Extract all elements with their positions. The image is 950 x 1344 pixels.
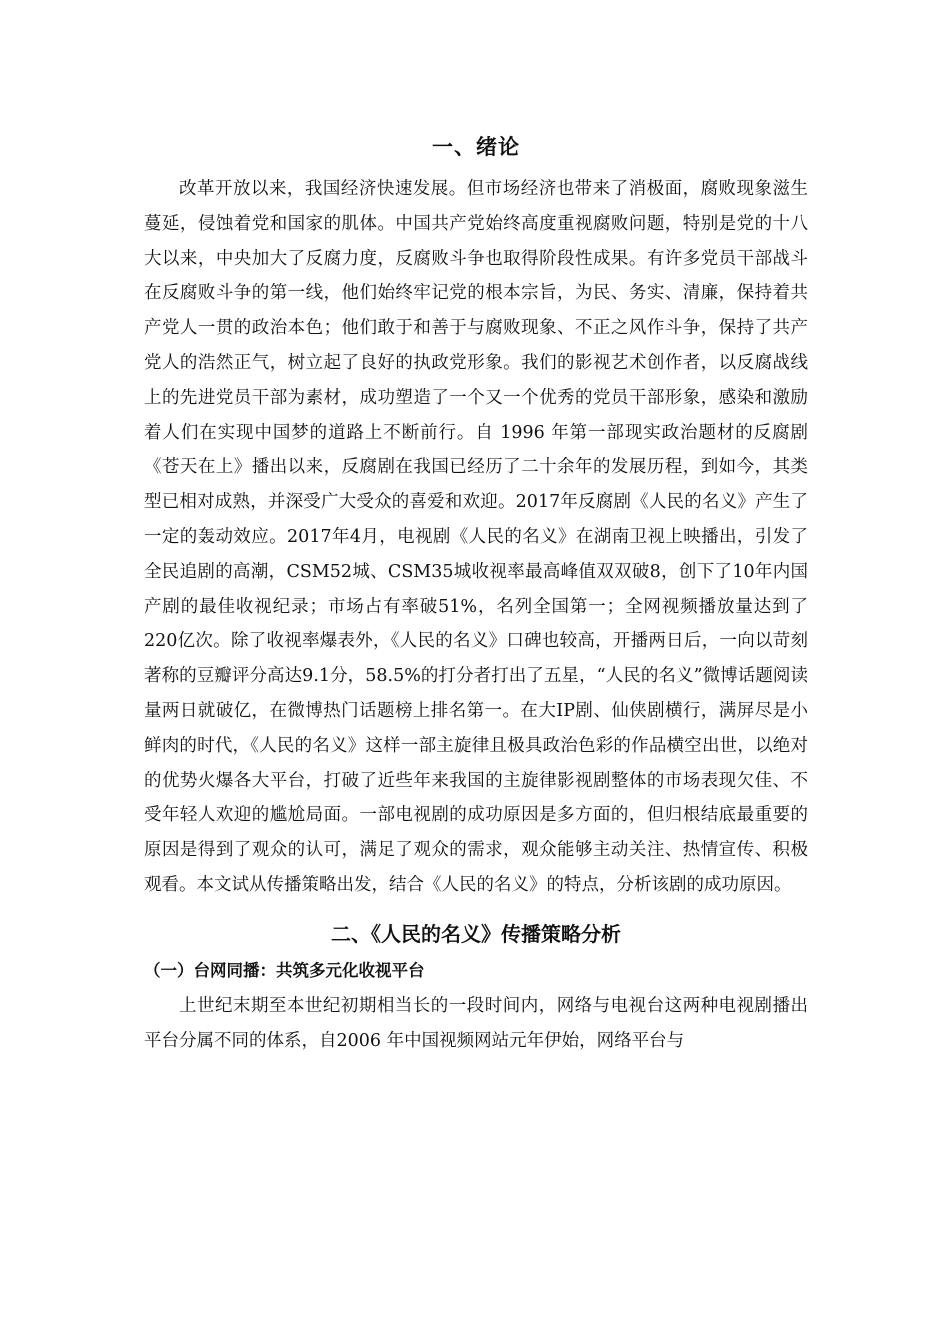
section-heading-strategy-analysis: 二、《人民的名义》传播策略分析 bbox=[331, 921, 621, 946]
document-page bbox=[144, 132, 808, 1058]
subsection-heading-platforms: （一）台网同播：共筑多元化收视平台 bbox=[144, 960, 425, 980]
platforms-paragraph: 上世纪末期至本世纪初期相当长的一段时间内，网络与电视台这两种电视剧播出平台分属不同的体系，自2006 年中国视频网站元年伊始，网络平台与 bbox=[144, 995, 808, 1051]
introduction-paragraph: 改革开放以来，我国经济快速发展。但市场经济也带来了消极面，腐败现象滋生蔓延，侵蚀着党和国家的肌体。中国共产党始终高度重视腐败问题，特别是党的十八大以来，中央加大了反腐力度，反腐败斗争也取得阶段性成果。有许多党员干部战斗在反腐败斗争的第一线，他们始终牢记党的根本宗旨，为民、务实、清廉，保持着共产党人一贯的政治本色；他们敢于和善于与腐败现象、不正之风作斗争，保持了共产党人的浩然正气，树立起了良好的执政党形象。我们的影视艺术创作者，以反腐战线上的先进党员干部为素材，成功塑造了一个又一个优秀的党员干部形象，感染和激励着人们在实现中国梦的道路上不断前行。自 1996 年第一部现实政治题材的反腐剧《苍天在上》播出以来，反腐剧在我国已经历了二十余年的发展历程，到如今，其类型已相对成熟，并深受广大受众的喜爱和欢迎。2017年反腐剧《人民的名义》产生了一定的轰动效应。2017年4月，电视剧《人民的名义》在湖南卫视上映播出，引发了全民追剧的高潮，CSM52城、CSM35城收视率最高峰值双双破8，创下了10年内国产剧的最佳收视纪录；市场占有率破51%，名列全国第一；全网视频播放量达到了220亿次。除了收视率爆表外，《人民的名义》口碑也较高，开播两日后，一向以苛刻著称的豆瓣评分高达9.1分，58.5%的打分者打出了五星，“人民的名义”微博话题阅读量两日就破亿，在微博热门话题榜上排名第一。在大IP剧、仙侠剧横行，满屏尽是小鲜肉的时代，《人民的名义》这样一部主旋律且极具政治色彩的作品横空出世，以绝对的优势火爆各大平台，打破了近些年来我国的主旋律影视剧整体的市场表现欠佳、不受年轻人欢迎的尴尬局面。一部电视剧的成功原因是多方面的，但归根结底最重要的原因是得到了观众的认可，满足了观众的需求，观众能够主动关注、热情宣传、积极观看。本文试从传播策略出发，结合《人民的名义》的特点，分析该剧的成功原因。 bbox=[144, 179, 808, 895]
section-heading-introduction: 一、绪论 bbox=[432, 135, 520, 159]
